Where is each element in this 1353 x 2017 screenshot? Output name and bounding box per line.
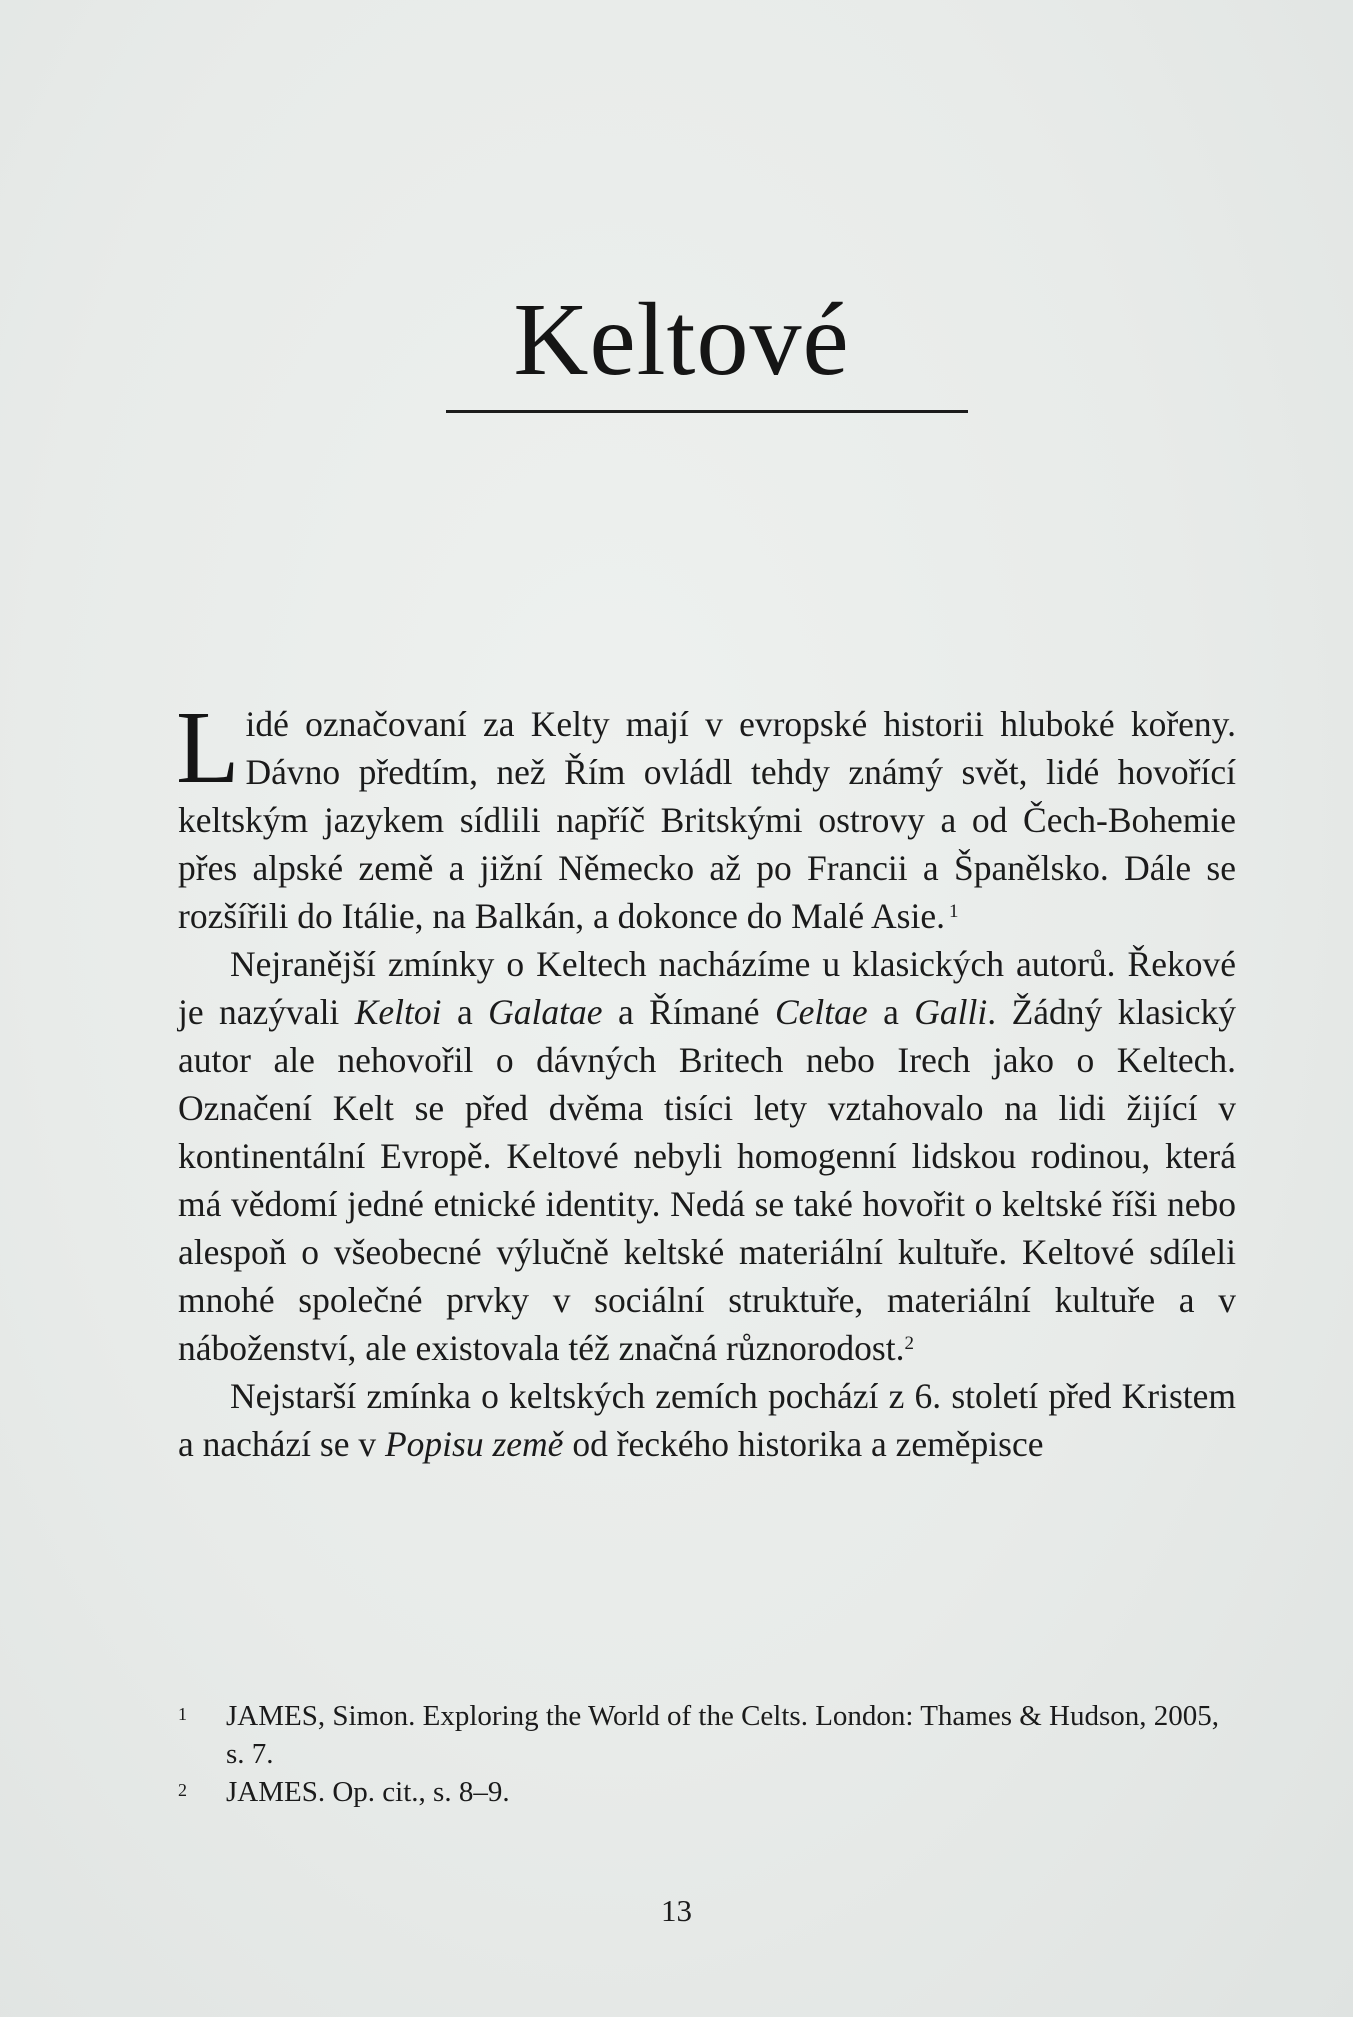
- paragraph-2: [178, 940, 1236, 1372]
- paragraph-3-part-2: od řeckého historika a zeměpisce: [563, 1424, 1044, 1464]
- chapter-title: Keltové: [513, 282, 850, 397]
- paragraph-3: [178, 1372, 1236, 1468]
- footnote-ref-1: 1: [948, 901, 959, 922]
- page-number: 13: [661, 1893, 692, 1928]
- paragraph-2-part-2: a: [441, 992, 489, 1032]
- paragraph-2-part-5: . Žádný klasický autor ale nehovořil o dávných Britech nebo Irech jako o Keltech. Označení Kelt se před dvěma tisíci lety vztahovalo na lidi žijící v kontinentální Evropě. Keltové nebyli homogenní lidskou rodinou, která má vědomí jedné etnické identity. Nedá se také hovořit o keltské říši nebo alespoň o všeobecné výlučně keltské materiální kultuře. Keltové sdíleli mnohé společné prvky v sociální struktuře, materiální kultuře a v náboženství, ale existovala též značná různorodost.: [178, 992, 1236, 1368]
- paragraph-1: [176, 690, 1236, 940]
- footnote-1-text: JAMES, Simon. Exploring the World of the Celts. London: Thames & Hudson, 2005, s. 7.: [226, 1700, 1220, 1770]
- footnotes: [178, 1697, 1236, 1811]
- footnote-2-number: 2: [178, 1780, 187, 1800]
- drop-cap: L: [176, 690, 240, 805]
- chapter-body: [176, 690, 1236, 1468]
- paragraph-3-part-1: Nejstarší zmínka o keltských zemích pochází z 6. století před Kristem a nachází se v: [178, 1376, 1236, 1464]
- paragraph-2-part-3: a Římané: [602, 992, 775, 1032]
- footnote-ref-2: 2: [904, 1333, 914, 1354]
- term-galli: Galli: [914, 992, 988, 1032]
- paragraph-2-part-4: a: [867, 992, 915, 1032]
- footnote-2-text: JAMES. Op. cit., s. 8–9.: [226, 1776, 510, 1808]
- term-keltoi: Keltoi: [354, 992, 442, 1032]
- footnote-1-number: 1: [178, 1704, 187, 1724]
- title-underline: [446, 410, 968, 413]
- paragraph-1-text: idé označovaní za Kelty mají v evropské historii hluboké kořeny. Dávno předtím, než Řím ovládl tehdy známý svět, lidé hovořící keltským jazykem sídlili napříč Britskými ostrovy a od Čech-Bohemie přes alpské země a jižní Německo až po Francii a Španělsko. Dále se rozšířili do Itálie, na Balkán, a dokonce do Malé Asie.: [178, 704, 1236, 936]
- footnote-2: [178, 1773, 1236, 1811]
- term-celtae: Celtae: [774, 992, 868, 1032]
- term-galatae: Galatae: [488, 992, 603, 1032]
- work-title: Popisu země: [384, 1424, 564, 1464]
- footnote-1: [178, 1697, 1236, 1773]
- paragraph-2-part-1: Nejranější zmínky o Keltech nacházíme u klasických autorů. Řekové je nazývali: [178, 944, 1236, 1032]
